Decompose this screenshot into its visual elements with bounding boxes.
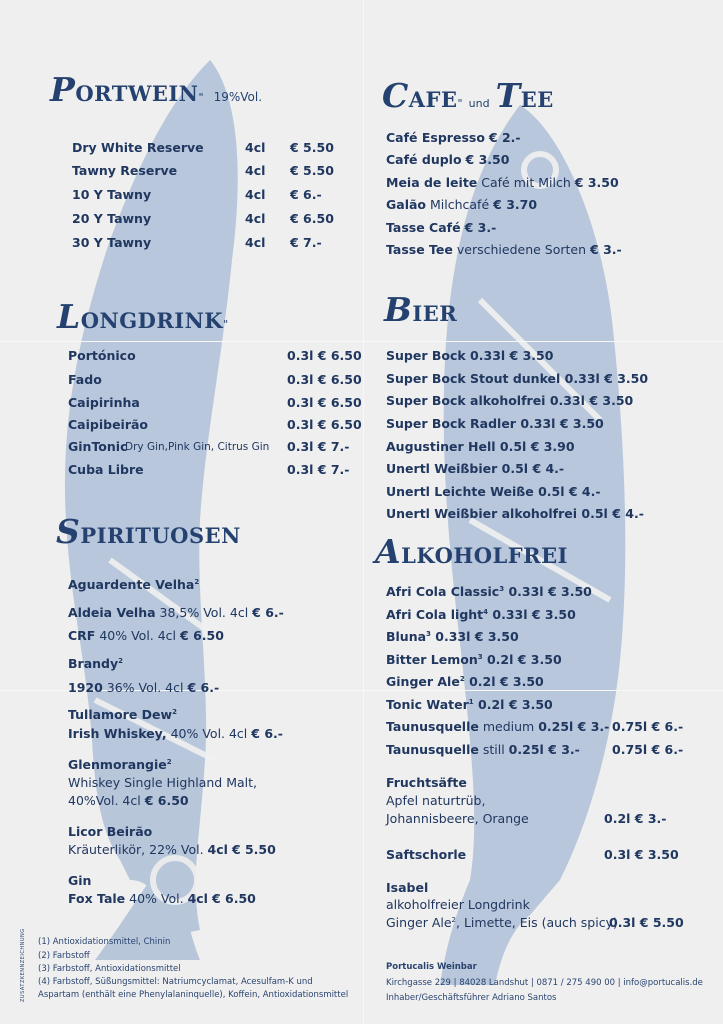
- item-price: 0.2l € 3.-: [604, 811, 667, 826]
- footnote-line: Aspartam (enthält eine Phenylalaninquelle), Koffein, Antioxidationsmittel: [38, 990, 349, 1000]
- item-line: Apfel naturtrüb,: [386, 793, 486, 808]
- item-name: Isabel: [386, 880, 429, 895]
- item-line: 1920 36% Vol. 4cl € 6.-: [68, 680, 220, 695]
- item-price: 0.75l € 6.-: [612, 742, 684, 757]
- list-item: Super Bock Stout dunkel 0.33l € 3.50: [386, 371, 649, 386]
- item-line: Whiskey Single Highland Malt,: [68, 775, 258, 790]
- item-line: Kräuterlikör, 22% Vol. 4cl € 5.50: [68, 842, 276, 857]
- item-name: Glenmorangie$^2$: [68, 757, 172, 772]
- item-name: Gin: [68, 873, 92, 888]
- fold-line-horizontal: [0, 341, 723, 342]
- item-line: Fox Tale 40% Vol. 4cl € 6.50: [68, 891, 256, 906]
- footnote-line: (4) Farbstoff, Süßungsmittel: Natriumcyclamat, Acesulfam-K und: [38, 977, 313, 987]
- list-item: Unertl Weißbier alkoholfrei 0.5l € 4.-: [386, 506, 644, 521]
- list-item: Ginger Ale$^2$ 0.2l € 3.50: [386, 674, 544, 689]
- list-item: Galão Milchcafé € 3.70: [386, 197, 538, 212]
- item-name: Tullamore Dew$^2$: [68, 707, 177, 722]
- section-title-cafe-und-tee: CAFE" und TEE: [382, 76, 554, 115]
- item-name: Aguardente Velha$^2$: [68, 577, 200, 592]
- list-item: Super Bock alkoholfrei 0.33l € 3.50: [386, 393, 634, 408]
- list-item: Unertl Weißbier 0.5l € 4.-: [386, 461, 565, 476]
- list-item: Afri Cola light$^4$ 0.33l € 3.50: [386, 607, 576, 622]
- list-item: Augustiner Hell 0.5l € 3.90: [386, 439, 575, 454]
- list-item: Café Espresso € 2.-: [386, 130, 521, 145]
- footnote-line: (3) Farbstoff, Antioxidationsmittel: [38, 964, 181, 974]
- section-title-longdrink: LONGDRINK": [57, 297, 229, 336]
- footnote-line: (1) Antioxidationsmittel, Chinin: [38, 937, 171, 947]
- list-item: Café duplo € 3.50: [386, 152, 510, 167]
- item-price: 0.3l € 3.50: [604, 847, 679, 862]
- list-item: Super Bock Radler 0.33l € 3.50: [386, 416, 604, 431]
- side-label: ZUSATZKENNZEICHNUNG: [20, 928, 26, 1002]
- section-title-alkoholfrei: ALKOHOLFREI: [375, 532, 568, 571]
- item-name: Brandy$^2$: [68, 656, 123, 671]
- item-line: alkoholfreier Longdrink: [386, 897, 530, 912]
- item-line: Irish Whiskey, 40% Vol. 4cl € 6.-: [68, 726, 283, 741]
- item-name: Licor Beirão: [68, 824, 153, 839]
- section-title-spirituosen: SPIRITUOSEN: [56, 512, 241, 551]
- item-line: Aldeia Velha 38,5% Vol. 4cl € 6.-: [68, 605, 284, 620]
- list-item: Bitter Lemon$^3$ 0.2l € 3.50: [386, 652, 562, 667]
- list-item: Tasse Café € 3.-: [386, 220, 497, 235]
- item-name: Saftschorle: [386, 847, 467, 862]
- list-item: Tonic Water$^1$ 0.2l € 3.50: [386, 697, 553, 712]
- company-address: Kirchgasse 229 | 84028 Landshut | 0871 / 275 490 00 | info@portucalis.de: [386, 978, 703, 988]
- list-item: Taunusquelle medium 0.25l € 3.-: [386, 719, 610, 734]
- section-title-portwein: PORTWEIN" 19%Vol.: [50, 70, 263, 109]
- item-name: Fruchtsäfte: [386, 775, 467, 790]
- list-item: Unertl Leichte Weiße 0.5l € 4.-: [386, 484, 601, 499]
- list-item: Afri Cola Classic$^3$ 0.33l € 3.50: [386, 584, 592, 599]
- item-line: Johannisbeere, Orange: [386, 811, 529, 826]
- fold-line-vertical: [363, 0, 364, 1024]
- section-title-bier: BIER: [384, 290, 458, 329]
- item-price: 0.75l € 6.-: [612, 719, 684, 734]
- footnote-line: (2) Farbstoff: [38, 951, 90, 961]
- menu-page: PORTWEIN" 19%Vol. Dry White Reserve 4cl € 5.50 Tawny Reserve 4cl € 5.50 10 Y Tawny 4cl € 6.- 20 Y Tawny 4cl € 6.50 30 Y Tawny 4cl € 7.- LONGDRINK" Portónico 0.3l € 6.50 Fado 0.3l € 6.50 Caipirinha 0.3l € 6.50 Caipibeirão 0.3l € 6.50 GinTonic Dry Gin,Pink Gin, Citrus Gin 0.3l € 7.- Cuba Libre 0.3l € 7.- SPIRITUOSEN Aguardente Velha$^2$ Aldeia Velha 38,5% Vol. 4cl € 6.- CRF 40% Vol. 4cl € 6.50 Brandy$^2$ 1920 36% Vol. 4cl € 6.- Tullamore Dew$^2$ Irish Whiskey, 40% Vol. 4cl € 6.- Glenmorangie$^2$ Whiskey Single Highland Malt, 40%Vol. 4cl € 6.50 Licor Beirão Kräuterlikör, 22% Vol. 4cl € 5.50 Gin Fox Tale 40% Vol. 4cl € 6.50 CAFE" und TEE Café Espresso € 2.- Café duplo € 3.50 Meia de leite Café mit Milch € 3.50 Galão Milchcafé € 3.70 Tasse Café € 3.- Tasse Tee verschiedene Sorten € 3.- BIER Super Bock 0.33l € 3.50 Super Bock Stout dunkel 0.33l € 3.50 Super Bock alkoholfrei 0.33l € 3.50 Super Bock Radler 0.33l € 3.50 Augustiner Hell 0.5l € 3.90 Unertl Weißbier 0.5l € 4.- Unertl Leichte Weiße 0.5l € 4.- Unertl Weißbier alkoholfrei 0.5l € 4.- ALKOHOLFREI Afri Cola Classic$^3$ 0.33l € 3.50 Afri Cola light$^4$ 0.33l € 3.50 Bluna$^3$ 0.33l € 3.50 Bitter Lemon$^3$ 0.2l € 3.50 Ginger Ale$^2$ 0.2l € 3.50 Tonic Water$^1$ 0.2l € 3.50 Taunusquelle medium 0.25l € 3.- 0.75l € 6.- Taunusquelle still 0.25l € 3.- 0.75l € 6.- Fruchtsäfte Apfel naturtrüb, Johannisbeere, Orange 0.2l € 3.- Saftschorle 0.3l € 3.50 Isabel alkoholfreier Longdrink Ginger Ale$^2$, Limette, Eis (auch spicy) 0.3l € 5.50 ZUSATZKENNZEICHNUNG (1) Antioxidationsmittel, Chinin (2) Farbstoff (3) Farbstoff, Antioxidationsmittel (4) Farbstoff, Süßungsmittel: Natriumcyclamat, Acesulfam-K und Aspartam (enthält eine Phenylalaninquelle), Koffein, Antioxidationsmittel Portucalis Weinbar Kirchgasse 229 | 84028 Landshut | 0871 / 275 490 00 | info@portucalis.de Inhaber/Geschäftsführer Adriano Santos: [0, 0, 723, 1024]
- list-item: Tasse Tee verschiedene Sorten € 3.-: [386, 242, 622, 257]
- item-line: 40%Vol. 4cl € 6.50: [68, 793, 189, 808]
- company-name: Portucalis Weinbar: [386, 962, 477, 972]
- list-item: Bluna$^3$ 0.33l € 3.50: [386, 629, 519, 644]
- item-price: 0.3l € 5.50: [609, 915, 684, 930]
- item-line: CRF 40% Vol. 4cl € 6.50: [68, 628, 224, 643]
- list-item: Taunusquelle still 0.25l € 3.-: [386, 742, 580, 757]
- company-owner: Inhaber/Geschäftsführer Adriano Santos: [386, 993, 557, 1003]
- list-item: Meia de leite Café mit Milch € 3.50: [386, 175, 619, 190]
- list-item: Super Bock 0.33l € 3.50: [386, 348, 554, 363]
- item-line: Ginger Ale$^2$, Limette, Eis (auch spicy): [386, 915, 618, 930]
